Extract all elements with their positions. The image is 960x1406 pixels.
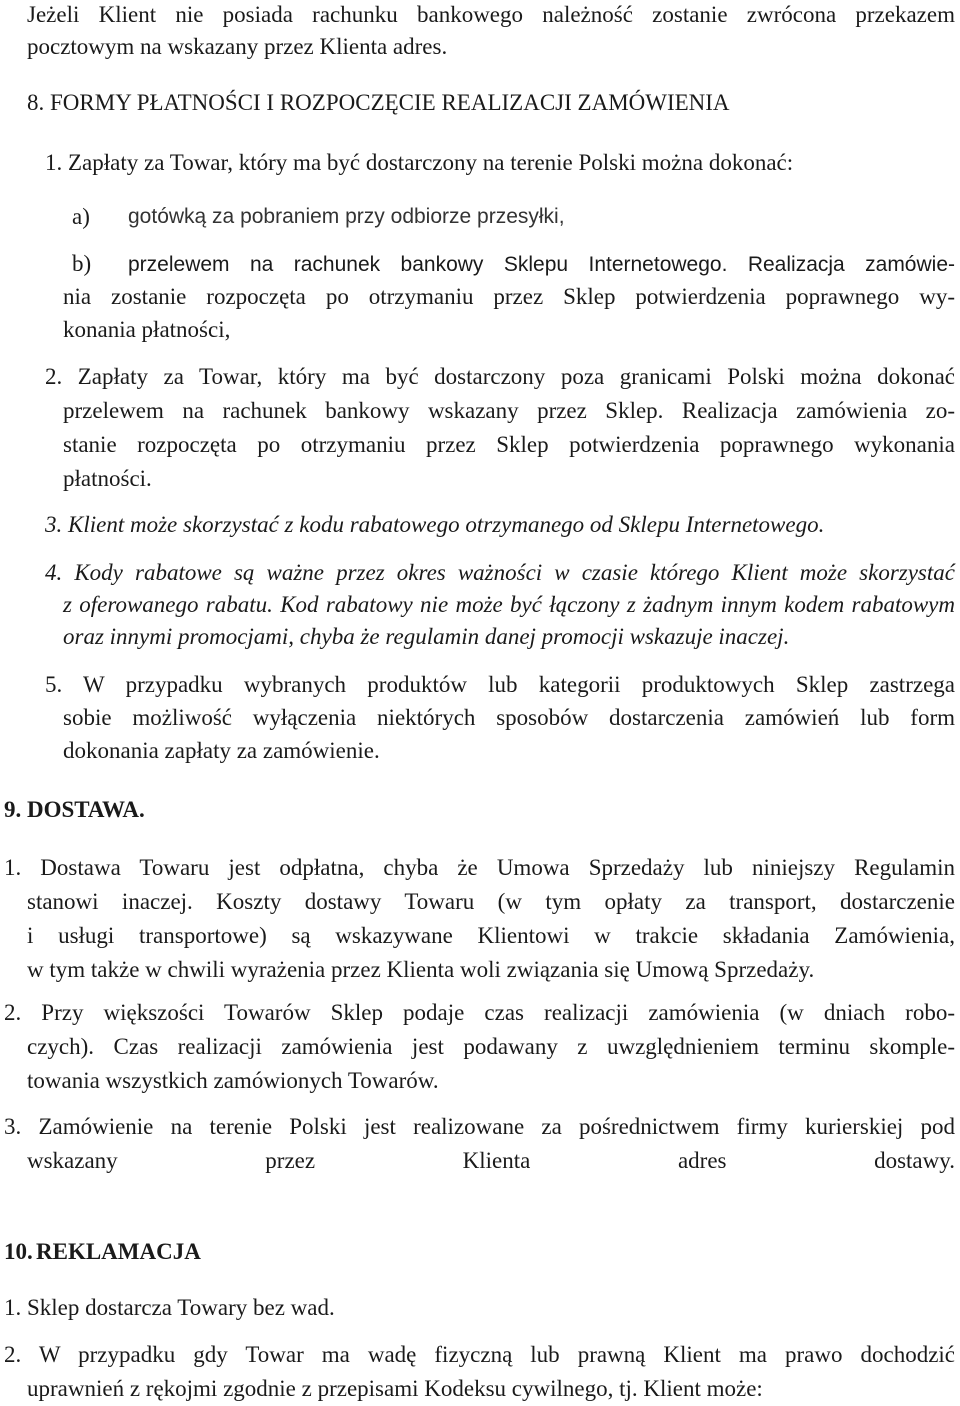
section-8-heading: 8. FORMY PŁATNOŚCI I ROZPOCZĘCIE REALIZACJI ZAMÓWIENIA xyxy=(27,90,730,115)
s8-point-2-line-3: stanie rozpoczęta po otrzymaniu przez Sklep potwierdzenia poprawnego wykonania xyxy=(63,432,955,457)
s8-point-5-line-3: dokonania zapłaty za zamówienie. xyxy=(63,738,380,763)
s10-point-2-line-1: 2. W przypadku gdy Towar ma wadę fizyczną lub prawną Klient ma prawo dochodzić xyxy=(4,1342,955,1367)
s9-point-2-line-1: 2. Przy większości Towarów Sklep podaje czas realizacji zamówienia (w dniach robo- xyxy=(4,1000,955,1025)
s9-point-1-line-4: w tym także w chwili wyrażenia przez Klienta woli związania się Umową Sprzedaży. xyxy=(27,957,815,982)
s10-point-1: 1. Sklep dostarcza Towary bez wad. xyxy=(4,1295,335,1320)
s8-point-1: 1. Zapłaty za Towar, który ma być dostarczony na terenie Polski można dokonać: xyxy=(45,150,794,175)
s8-point-5-line-1: 5. W przypadku wybranych produktów lub kategorii produktowych Sklep zastrzega xyxy=(45,672,955,697)
s8-point-5-line-2: sobie możliwość wyłączenia niektórych sposobów dostarczenia zamówień lub form xyxy=(63,705,955,730)
s8-point-4-line-2: z oferowanego rabatu. Kod rabatowy nie może być łączony z żadnym innym kodem rabatowym xyxy=(63,592,955,617)
section-10-number: 10. xyxy=(4,1239,33,1264)
s9-point-3-line-1: 3. Zamówienie na terenie Polski jest realizowane za pośrednictwem firmy kurierskiej pod xyxy=(4,1114,955,1139)
s8-point-2-line-4: płatności. xyxy=(63,466,152,491)
s8-point-2-line-2: przelewem na rachunek bankowy wskazany przez Sklep. Realizacja zamówienia zo- xyxy=(63,398,955,423)
s8-item-a-label: a) xyxy=(72,204,90,229)
s9-point-1-line-3: i usługi transportowe) są wskazywane Klientowi w trakcie składania Zamówienia, xyxy=(27,923,955,948)
s10-point-2-line-2: uprawnień z rękojmi zgodnie z przepisami Kodeksu cywilnego, tj. Klient może: xyxy=(27,1376,763,1401)
s8-point-2-line-1: 2. Zapłaty za Towar, który ma być dostarczony poza granicami Polski można dokonać xyxy=(45,364,955,389)
s9-point-3-line-2: wskazany przez Klienta adres dostawy. xyxy=(27,1148,955,1173)
s9-point-2-line-2: czych). Czas realizacji zamówienia jest podawany z uwzględnieniem terminu skomple- xyxy=(27,1034,955,1059)
s8-item-b-label: b) xyxy=(72,251,92,276)
s8-point-4-line-1: 4. Kody rabatowe są ważne przez okres ważności w czasie którego Klient może skorzystać xyxy=(45,560,955,585)
s8-item-b-text-1: przelewem na rachunek bankowy Sklepu Internetowego. Realizacja zamówie- xyxy=(128,253,955,276)
s9-point-1-line-1: 1. Dostawa Towaru jest odpłatna, chyba że Umowa Sprzedaży lub niniejszy Regulamin xyxy=(4,855,955,880)
s8-item-b-line-2: nia zostanie rozpoczęta po otrzymaniu przez Sklep potwierdzenia poprawnego wy- xyxy=(63,284,955,309)
s9-point-1-line-2: stanowi inaczej. Koszty dostawy Towaru (w tym opłaty za transport, dostarczenie xyxy=(27,889,955,914)
section-9-heading: 9. DOSTAWA. xyxy=(4,797,145,822)
s9-point-2-line-3: towania wszystkich zamówionych Towarów. xyxy=(27,1068,439,1093)
s8-item-b-line-1 xyxy=(128,249,955,279)
intro-line-2: pocztowym na wskazany przez Klienta adres. xyxy=(27,34,448,59)
s8-item-a-text: gotówką za pobraniem przy odbiorze przesyłki, xyxy=(128,205,565,228)
section-10-heading: REKLAMACJA xyxy=(36,1239,201,1264)
s8-point-3: 3. Klient może skorzystać z kodu rabatowego otrzymanego od Sklepu Internetowego. xyxy=(45,512,825,537)
s8-item-b-line-3: konania płatności, xyxy=(63,317,231,342)
intro-line-1: Jeżeli Klient nie posiada rachunku bankowego należność zostanie zwrócona przekazem xyxy=(27,2,955,27)
s8-point-4-line-3: oraz innymi promocjami, chyba że regulamin danej promocji wskazuje inaczej. xyxy=(63,624,790,649)
